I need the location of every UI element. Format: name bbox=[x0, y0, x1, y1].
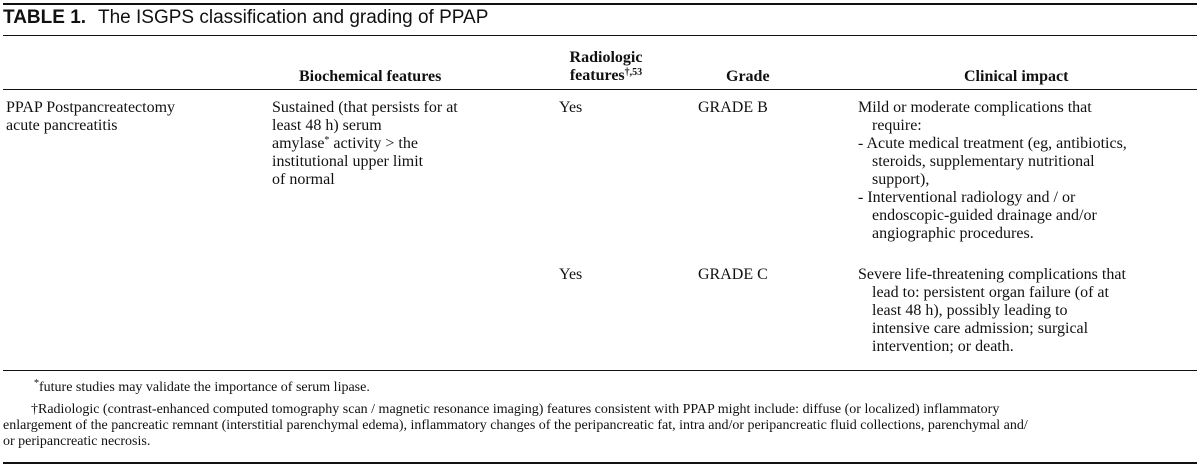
grade-c-grade: GRADE C bbox=[698, 266, 768, 283]
condition-line-1: PPAP Postpancreatectomy bbox=[6, 99, 176, 116]
amylase-footnote-mark: * bbox=[324, 135, 330, 146]
header-rule bbox=[3, 89, 1197, 90]
top-rule bbox=[3, 3, 1197, 5]
header-radiologic-line-2 bbox=[557, 67, 655, 85]
footnote-radiologic-line-2: enlargement of the pancreatic remnant (interstitial parenchymal edema), inflammatory changes of the peripancreatic fat, intra and/or peripancreatic fluid collections, parenchymal and/ bbox=[3, 418, 1028, 433]
header-clinical-text: Clinical impact bbox=[964, 68, 1069, 85]
footnote-radiologic-line-3: or peripancreatic necrosis. bbox=[3, 434, 151, 449]
biochemical-line-3 bbox=[272, 135, 458, 153]
grade-b-clinical-line-3: - Acute medical treatment (eg, antibiotics, bbox=[858, 135, 1127, 152]
grade-c-radiologic: Yes bbox=[559, 266, 583, 283]
grade-c-clinical-impact bbox=[858, 266, 1126, 356]
grade-b-clinical-line-6: - Interventional radiology and / or bbox=[858, 189, 1076, 206]
grade-c-clinical-line-1: Severe life-threatening complications that bbox=[858, 266, 1126, 283]
bottom-rule bbox=[3, 462, 1197, 464]
biochemical-features-cell bbox=[272, 99, 458, 189]
condition-cell bbox=[6, 99, 175, 135]
grade-b-clinical-line-7: endoscopic-guided drainage and/or bbox=[872, 207, 1097, 224]
header-grade-text: Grade bbox=[726, 68, 770, 85]
grade-b-clinical-line-2: require: bbox=[872, 117, 922, 134]
condition-line-2: acute pancreatitis bbox=[6, 117, 118, 134]
footnote-serum-lipase bbox=[3, 380, 1197, 396]
header-radiologic-superscript: †,53 bbox=[624, 67, 643, 78]
header-grade bbox=[726, 68, 770, 86]
amylase-word: amylase bbox=[272, 135, 325, 152]
grade-b-clinical-line-5: support), bbox=[872, 171, 930, 188]
header-biochemical-text: Biochemical features bbox=[299, 68, 442, 85]
grade-c-clinical-line-3: least 48 h), possibly leading to bbox=[872, 302, 1068, 319]
header-clinical-impact bbox=[964, 68, 1068, 86]
header-biochemical-features bbox=[299, 68, 441, 86]
grade-b-clinical-line-8: angiographic procedures. bbox=[872, 225, 1034, 242]
grade-b-clinical-line-1: Mild or moderate complications that bbox=[858, 99, 1092, 116]
grade-c-clinical-line-4: intensive care admission; surgical bbox=[872, 320, 1089, 337]
grade-b-grade: GRADE B bbox=[698, 99, 768, 116]
table-caption: The ISGPS classification and grading of PPAP bbox=[97, 7, 489, 28]
footnote-star-symbol: * bbox=[34, 378, 39, 389]
table-title bbox=[3, 6, 488, 30]
table-label: TABLE 1. bbox=[3, 7, 87, 28]
grade-c-clinical-line-2: lead to: persistent organ failure (of at bbox=[872, 284, 1109, 301]
grade-c-clinical-line-5: intervention; or death. bbox=[872, 338, 1014, 355]
header-radiologic-line-1: Radiologic bbox=[569, 49, 643, 66]
biochemical-line-2: least 48 h) serum bbox=[272, 117, 382, 134]
header-radiologic-word: features bbox=[569, 67, 625, 84]
biochemical-line-1: Sustained (that persists for at bbox=[272, 99, 458, 116]
caption-rule bbox=[3, 35, 1197, 36]
footnote-star-text: future studies may validate the importance of serum lipase. bbox=[39, 380, 370, 395]
body-bottom-rule bbox=[3, 370, 1197, 371]
footnote-radiologic bbox=[3, 402, 1197, 450]
grade-b-radiologic: Yes bbox=[559, 99, 583, 116]
biochemical-line-4: institutional upper limit bbox=[272, 153, 424, 170]
header-radiologic-features bbox=[557, 49, 655, 85]
footnote-radiologic-line-1: †Radiologic (contrast-enhanced computed tomography scan / magnetic resonance imaging) features consistent with PPAP might include: diffuse (or localized) inflammatory bbox=[31, 402, 1000, 417]
biochemical-line-3-rest: activity > the bbox=[333, 135, 418, 152]
grade-b-clinical-impact bbox=[858, 99, 1127, 243]
grade-b-clinical-line-4: steroids, supplementary nutritional bbox=[872, 153, 1095, 170]
biochemical-line-5: of normal bbox=[272, 171, 335, 188]
